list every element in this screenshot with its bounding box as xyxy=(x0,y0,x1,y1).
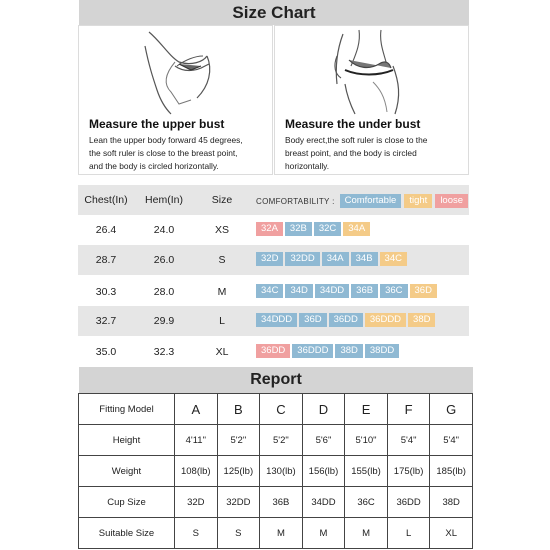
row-header: Suitable Size xyxy=(79,518,175,549)
upper-bust-instructions xyxy=(89,134,268,173)
legend-tight: tight xyxy=(404,194,432,208)
suitable-cell: M xyxy=(260,518,303,549)
cup-chips xyxy=(256,313,435,329)
size-row xyxy=(78,277,469,307)
size-value: XS xyxy=(214,224,229,236)
height-cell: 5'10" xyxy=(345,425,388,456)
size-value: XL xyxy=(215,346,229,358)
report-row-cup xyxy=(79,487,473,518)
chest-header: Chest(In) xyxy=(84,194,128,206)
cup-size-chip: 36DD xyxy=(329,313,363,327)
hem-value: 32.3 xyxy=(153,346,175,358)
under-bust-heading: Measure the under bust xyxy=(285,117,421,131)
height-cell: 5'2" xyxy=(217,425,260,456)
cup-size-chip: 32C xyxy=(314,222,341,236)
report-title: Report xyxy=(79,367,473,393)
cup-size-chip: 34A xyxy=(343,222,370,236)
row-header: Cup Size xyxy=(79,487,175,518)
size-row xyxy=(78,215,469,245)
under-bust-line: Body erect,the soft ruler is close to the xyxy=(285,135,428,145)
height-cell: 5'6" xyxy=(302,425,345,456)
size-value: L xyxy=(219,315,225,327)
cup-size-chip: 34C xyxy=(380,252,407,266)
height-cell: 4'11" xyxy=(175,425,218,456)
weight-cell: 156(lb) xyxy=(302,456,345,487)
suitable-cell: XL xyxy=(430,518,473,549)
suitable-cell: S xyxy=(217,518,260,549)
cup-size-chip: 34DDD xyxy=(256,313,297,327)
under-bust-instructions xyxy=(285,134,464,173)
upper-bust-illustration xyxy=(79,26,274,116)
cup-size-chip: 32A xyxy=(256,222,283,236)
suitable-cell: M xyxy=(345,518,388,549)
cup-size-chip: 36D xyxy=(410,284,437,298)
upper-bust-line: Lean the upper body forward 45 degrees, xyxy=(89,135,243,145)
under-bust-line: horizontally. xyxy=(285,161,330,171)
model-cell: F xyxy=(387,394,430,425)
chest-value: 35.0 xyxy=(95,346,117,358)
cup-size-chip: 34C xyxy=(256,284,283,298)
cup-cell: 32DD xyxy=(217,487,260,518)
hem-value: 29.9 xyxy=(153,315,175,327)
model-cell: A xyxy=(175,394,218,425)
size-row xyxy=(78,245,469,275)
cup-cell: 38D xyxy=(430,487,473,518)
report-row-weight xyxy=(79,456,473,487)
hem-value: 24.0 xyxy=(153,224,175,236)
height-cell: 5'4" xyxy=(430,425,473,456)
model-cell: G xyxy=(430,394,473,425)
legend-label: COMFORTABILITY : xyxy=(256,196,335,206)
cup-size-chip: 38D xyxy=(335,344,362,358)
comfortability-legend xyxy=(256,194,468,208)
cup-size-chip: 32DD xyxy=(285,252,319,266)
height-cell: 5'4" xyxy=(387,425,430,456)
upper-bust-line: the soft ruler is close to the breast point, xyxy=(89,148,238,158)
cup-cell: 34DD xyxy=(302,487,345,518)
cup-size-chip: 36D xyxy=(299,313,326,327)
cup-cell: 36C xyxy=(345,487,388,518)
under-bust-illustration xyxy=(275,26,470,116)
cup-size-chip: 36DDD xyxy=(292,344,333,358)
size-row xyxy=(78,337,469,367)
size-value: M xyxy=(217,286,227,298)
under-bust-line: breast point, and the body is circled xyxy=(285,148,417,158)
hem-value: 26.0 xyxy=(153,254,175,266)
size-row xyxy=(78,306,469,336)
size-table-header xyxy=(78,185,469,215)
weight-cell: 125(lb) xyxy=(217,456,260,487)
cup-cell: 36B xyxy=(260,487,303,518)
cup-size-chip: 36DD xyxy=(256,344,290,358)
height-cell: 5'2" xyxy=(260,425,303,456)
cup-cell: 32D xyxy=(175,487,218,518)
cup-chips xyxy=(256,222,370,238)
weight-cell: 175(lb) xyxy=(387,456,430,487)
report-row-suitable xyxy=(79,518,473,549)
cup-chips xyxy=(256,344,399,360)
cup-cell: 36DD xyxy=(387,487,430,518)
weight-cell: 185(lb) xyxy=(430,456,473,487)
cup-size-chip: 38D xyxy=(408,313,435,327)
row-header: Height xyxy=(79,425,175,456)
cup-size-chip: 34A xyxy=(322,252,349,266)
cup-size-chip: 34D xyxy=(285,284,312,298)
chest-value: 26.4 xyxy=(95,224,117,236)
weight-cell: 130(lb) xyxy=(260,456,303,487)
cup-size-chip: 36B xyxy=(351,284,378,298)
size-value: S xyxy=(218,254,226,266)
cup-chips xyxy=(256,284,437,300)
row-header: Fitting Model xyxy=(79,394,175,425)
size-chart-title: Size Chart xyxy=(79,0,469,25)
suitable-cell: L xyxy=(387,518,430,549)
report-row-model xyxy=(79,394,473,425)
model-cell: C xyxy=(260,394,303,425)
size-header: Size xyxy=(211,194,233,206)
upper-bust-line: and the body is circled horizontally. xyxy=(89,161,219,171)
weight-cell: 155(lb) xyxy=(345,456,388,487)
report-row-height xyxy=(79,425,473,456)
cup-size-chip: 32D xyxy=(256,252,283,266)
cup-size-chip: 38DD xyxy=(365,344,399,358)
under-bust-panel xyxy=(274,25,469,175)
model-cell: D xyxy=(302,394,345,425)
hem-header: Hem(In) xyxy=(145,194,183,206)
cup-chips xyxy=(256,252,407,268)
weight-cell: 108(lb) xyxy=(175,456,218,487)
legend-loose: loose xyxy=(435,194,468,208)
chest-value: 28.7 xyxy=(95,254,117,266)
model-cell: B xyxy=(217,394,260,425)
upper-bust-heading: Measure the upper bust xyxy=(89,117,225,131)
report-table xyxy=(78,393,473,549)
cup-size-chip: 36DDD xyxy=(365,313,406,327)
cup-size-chip: 34DD xyxy=(315,284,349,298)
chest-value: 32.7 xyxy=(95,315,117,327)
upper-bust-panel xyxy=(78,25,273,175)
legend-comfortable: Comfortable xyxy=(340,194,402,208)
row-header: Weight xyxy=(79,456,175,487)
chest-value: 30.3 xyxy=(95,286,117,298)
model-cell: E xyxy=(345,394,388,425)
hem-value: 28.0 xyxy=(153,286,175,298)
suitable-cell: M xyxy=(302,518,345,549)
cup-size-chip: 34B xyxy=(351,252,378,266)
suitable-cell: S xyxy=(175,518,218,549)
cup-size-chip: 36C xyxy=(380,284,407,298)
cup-size-chip: 32B xyxy=(285,222,312,236)
